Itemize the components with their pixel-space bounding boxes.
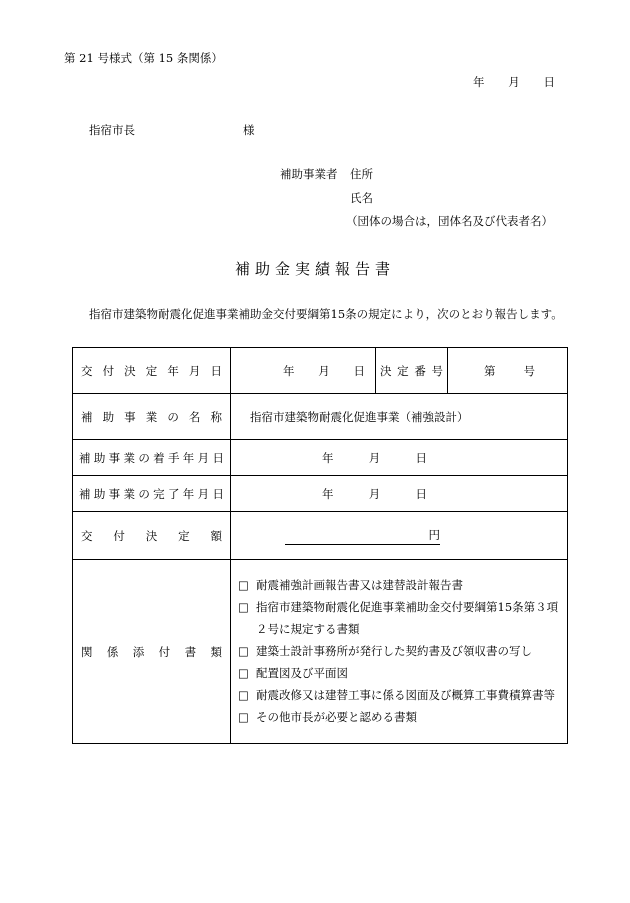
label-attachments: 関 係 添 付 書 類 [73,560,231,744]
date-month-label: 月 [508,75,520,89]
date-year-label: 年 [473,75,485,89]
attachment-item-label: 耐震補強計画報告書又は建替設計報告書 [256,578,463,592]
attachment-item [238,640,561,662]
project-name-value: 指宿市建築物耐震化促進事業（補強設計） [231,394,568,440]
row-completion-date [73,476,568,512]
attachment-item-label: その他市長が必要と認める書類 [256,710,417,724]
row-attachments [73,560,568,744]
address-label: 住所 [350,167,373,181]
completion-date-value [231,476,568,512]
label-decision-number: 決 定 番 号 [376,348,448,394]
recipient: 指宿市長 [89,123,135,137]
document-title: 補助金実績報告書 [234,260,395,278]
attachment-item [238,574,561,596]
completion-month-label: 月 [368,486,381,501]
decision-date-value [231,348,376,394]
completion-year-label: 年 [322,486,334,501]
decision-number-prefix: 第 [484,363,496,378]
attachment-item [238,706,561,728]
checkbox-icon: □ [238,644,249,658]
decision-year-label: 年 [283,363,295,378]
decision-day-label: 日 [353,363,365,378]
checkbox-icon: □ [238,688,249,702]
start-year-label: 年 [322,450,334,465]
grant-amount-value [231,512,568,560]
checkbox-icon: □ [238,600,249,614]
decision-number-value [448,348,568,394]
label-decision-date [73,348,231,394]
decision-number-suffix: 号 [523,363,535,378]
label-completion-date: 補 助 事 業 の 完 了 年 月 日 [73,476,231,512]
label-decision-date-text: 交 付 決 定 年 月 日 [81,363,222,378]
label-grant-amount: 交 付 決 定 額 [73,512,231,560]
recipient-honorific: 様 [243,123,255,137]
date-day-label: 日 [543,75,555,89]
row-grant-amount [73,512,568,560]
start-month-label: 月 [368,450,381,465]
decision-month-label: 月 [318,363,330,378]
organization-note: （団体の場合は，団体名及び代表者名） [346,214,553,228]
report-date [473,74,555,90]
report-form-table [72,347,568,744]
checkbox-icon: □ [238,578,249,592]
grant-amount-unit: 円 [428,527,440,542]
form-number: 第 21 号様式（第 15 条関係） [64,51,223,65]
attachment-item [238,684,561,706]
label-project-name: 補 助 事 業 の 名 称 [73,394,231,440]
label-start-date: 補 助 事 業 の 着 手 年 月 日 [73,440,231,476]
row-project-name [73,394,568,440]
attachment-item [238,662,561,684]
row-decision-date [73,348,568,394]
attachment-item [238,596,561,640]
attachment-item-label: 指宿市建築物耐震化促進事業補助金交付要綱第15条第３項２号に規定する書類 [256,600,559,636]
checkbox-icon: □ [238,710,249,724]
attachment-item-label: 配置図及び平面図 [256,666,348,680]
grant-amount-line [285,527,440,545]
intro-text: 指宿市建築物耐震化促進事業補助金交付要綱第15条の規定により，次のとおり報告します。 [89,307,563,321]
start-day-label: 日 [415,450,427,465]
checkbox-icon: □ [238,666,249,680]
completion-day-label: 日 [415,486,427,501]
applicant-role: 補助事業者 [280,167,338,181]
attachment-item-label: 建築士設計事務所が発行した契約書及び領収書の写し [256,644,532,658]
name-label: 氏名 [350,191,373,205]
start-date-value [231,440,568,476]
attachment-item-label: 耐震改修又は建替工事に係る図面及び概算工事費積算書等 [256,688,555,702]
row-start-date [73,440,568,476]
attachments-list [231,560,568,744]
